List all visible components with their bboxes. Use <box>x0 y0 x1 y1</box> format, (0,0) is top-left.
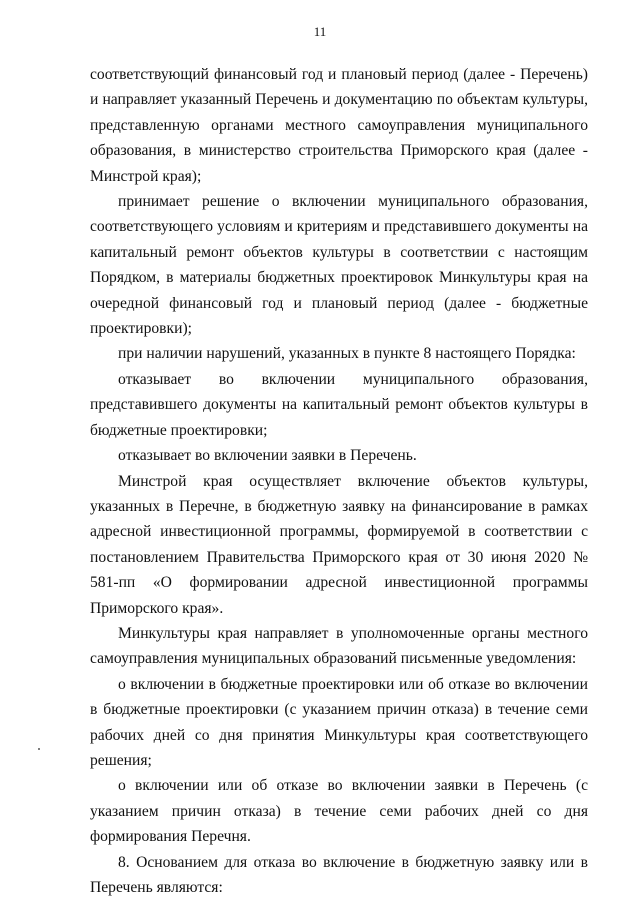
paragraph-5: отказывает во включении заявки в Перечень. <box>118 447 417 465</box>
body-text <box>90 62 588 900</box>
scan-dot-mark <box>38 748 40 750</box>
paragraph-1: соответствующий финансовый год и плановый период (далее - Перечень) и направляет указанный Перечень и документацию по объектам культуры, представленную органами местного самоуправления муниципального образования, в министерство строительства Приморского края (далее - Минстрой края); <box>90 66 588 185</box>
paragraph-6: Минстрой края осуществляет включение объектов культуры, указанных в Перечне, в бюджетную заявку на финансирование в рамках адресной инвестиционной программы, формируемой в соответствии с постановлением Правительства Приморского края от 30 июня 2020 № 581-пп «О формировании адресной инвестиционной программы Приморского края». <box>90 472 588 617</box>
paragraph-4: отказывает во включении муниципального образования, представившего документы на капитальный ремонт объектов культуры в бюджетные проектировки; <box>90 370 588 439</box>
paragraph-9: о включении или об отказе во включении заявки в Перечень (с указанием причин отказа) в течение семи рабочих дней со дня формирования Перечня. <box>90 777 588 846</box>
paragraph-10: 8. Основанием для отказа во включение в бюджетную заявку или в Перечень являются: <box>90 853 588 896</box>
page-number: 11 <box>313 24 327 39</box>
paragraph-3: при наличии нарушений, указанных в пункте 8 настоящего Порядка: <box>118 345 576 363</box>
paragraph-7: Минкультуры края направляет в уполномоченные органы местного самоуправления муниципальных образований письменные уведомления: <box>90 624 588 668</box>
paragraph-8: о включении в бюджетные проектировки или об отказе во включении в бюджетные проектировки (с указанием причин отказа) в течение семи рабочих дней со дня принятия Минкультуры края соответствующего решения; <box>90 675 588 769</box>
paragraph-2: принимает решение о включении муниципального образования, соответствующего условиям и критериям и представившего документы на капитальный ремонт объектов культуры в соответствии с настоящим Порядком, в материалы бюджетных проектировок Минкультуры края на очередной финансовый год и плановый период (далее - бюджетные проектировки); <box>90 193 588 338</box>
